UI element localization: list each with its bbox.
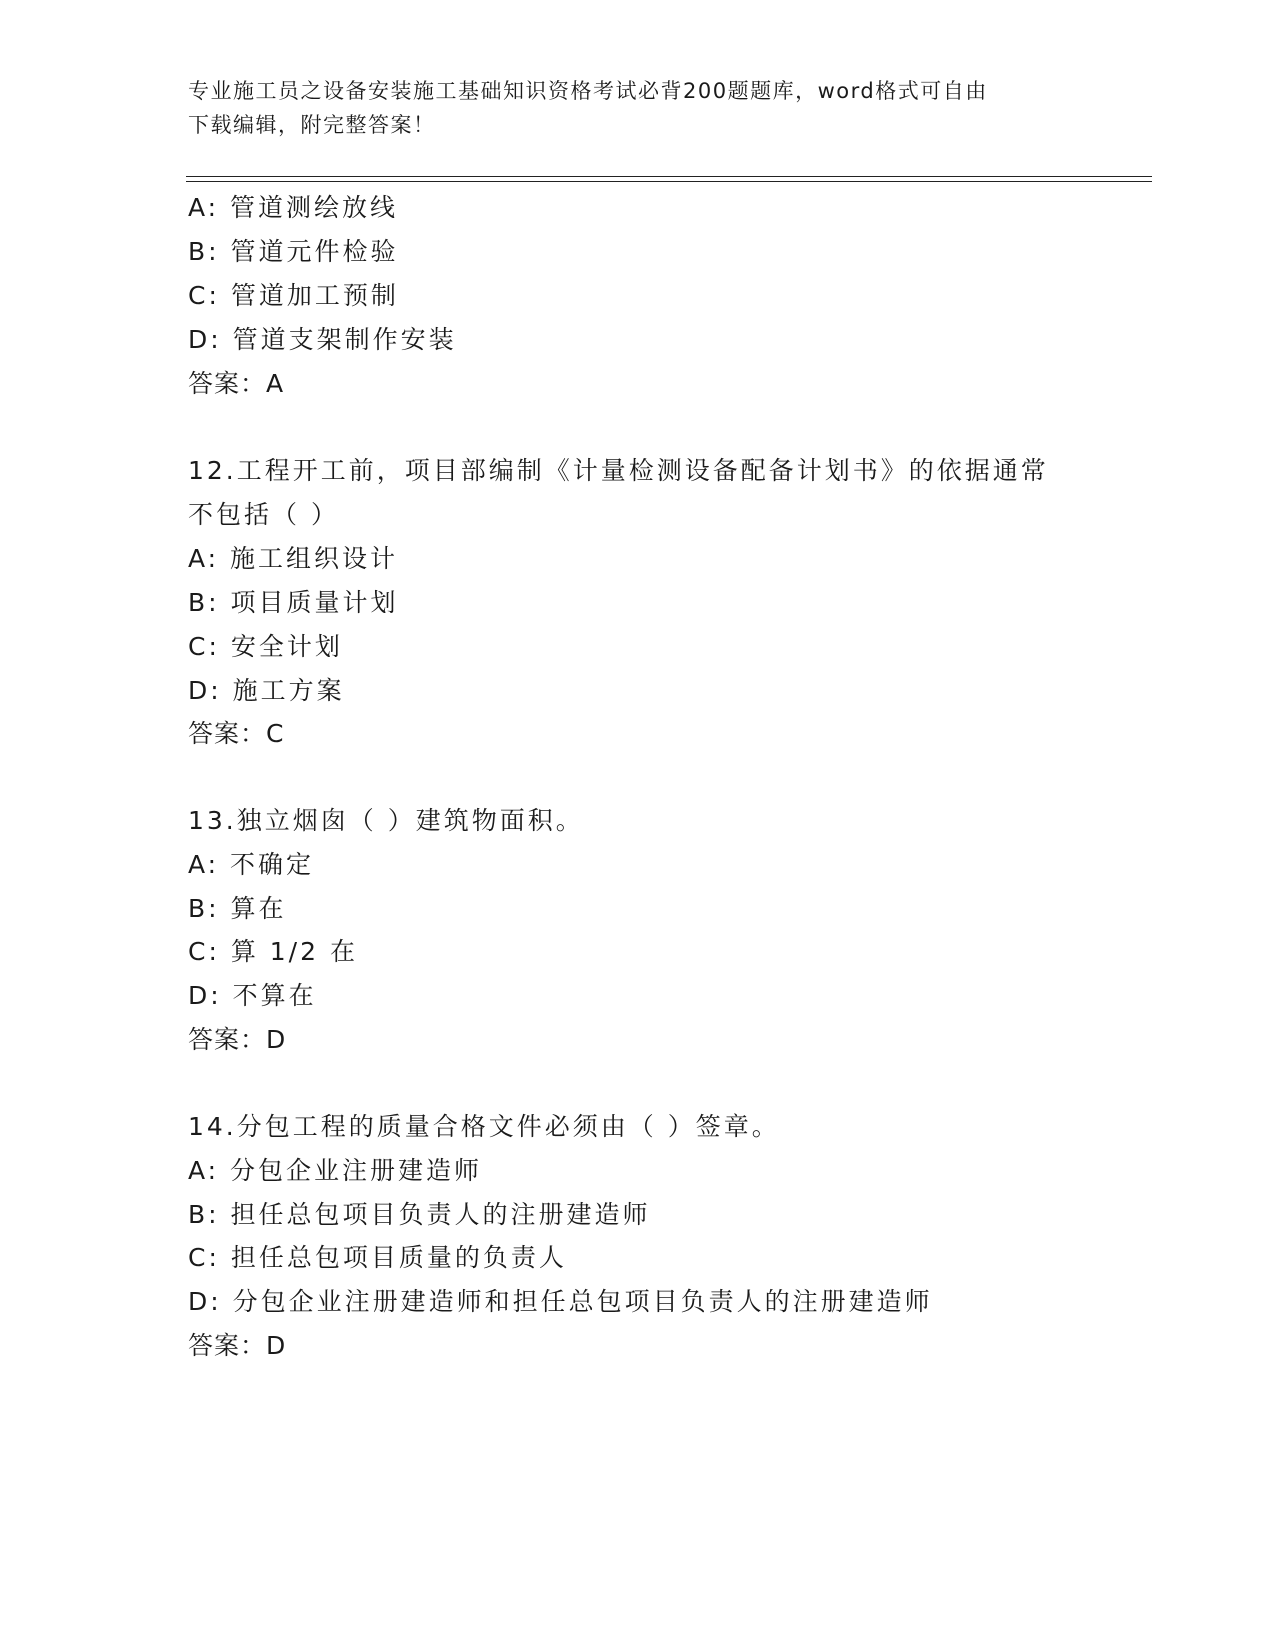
header-line-2: 下载编辑，附完整答案！ xyxy=(188,113,436,137)
q11-answer: 答案：A xyxy=(188,369,285,398)
q12-option-a: A: 施工组织设计 xyxy=(188,544,399,573)
q13-stem-line-1: 13.独立烟囱（ ）建筑物面积。 xyxy=(188,806,584,835)
q12-option-c: C: 安全计划 xyxy=(188,632,343,661)
q12-stem-line-1: 12.工程开工前，项目部编制《计量检测设备配备计划书》的依据通常 xyxy=(188,456,1049,485)
q13-option-d: D: 不算在 xyxy=(188,981,317,1010)
q13-answer: 答案：D xyxy=(188,1025,287,1054)
q12-answer: 答案：C xyxy=(188,719,285,748)
header-divider-bottom xyxy=(186,181,1152,182)
header-divider-top xyxy=(186,176,1152,177)
q13-option-c: C: 算 1/2 在 xyxy=(188,937,358,966)
q11-option-d: D: 管道支架制作安装 xyxy=(188,325,457,354)
q12-option-b: B: 项目质量计划 xyxy=(188,588,399,617)
q13-option-a: A: 不确定 xyxy=(188,850,315,879)
q11-option-a: A: 管道测绘放线 xyxy=(188,193,399,222)
q12-stem-line-2: 不包括（ ） xyxy=(188,500,339,529)
q14-option-a: A: 分包企业注册建造师 xyxy=(188,1156,483,1185)
q14-answer: 答案：D xyxy=(188,1331,287,1360)
q14-option-d: D: 分包企业注册建造师和担任总包项目负责人的注册建造师 xyxy=(188,1287,933,1316)
q14-option-c: C: 担任总包项目质量的负责人 xyxy=(188,1243,567,1272)
header-line-1: 专业施工员之设备安装施工基础知识资格考试必背200题题库，word格式可自由 xyxy=(188,79,988,103)
q13-option-b: B: 算在 xyxy=(188,894,287,923)
q12-option-d: D: 施工方案 xyxy=(188,676,345,705)
document-header xyxy=(188,74,1088,142)
q14-option-b: B: 担任总包项目负责人的注册建造师 xyxy=(188,1200,651,1229)
q11-option-b: B: 管道元件检验 xyxy=(188,237,399,266)
q11-option-c: C: 管道加工预制 xyxy=(188,281,399,310)
q14-stem-line-1: 14.分包工程的质量合格文件必须由（ ）签章。 xyxy=(188,1112,780,1141)
